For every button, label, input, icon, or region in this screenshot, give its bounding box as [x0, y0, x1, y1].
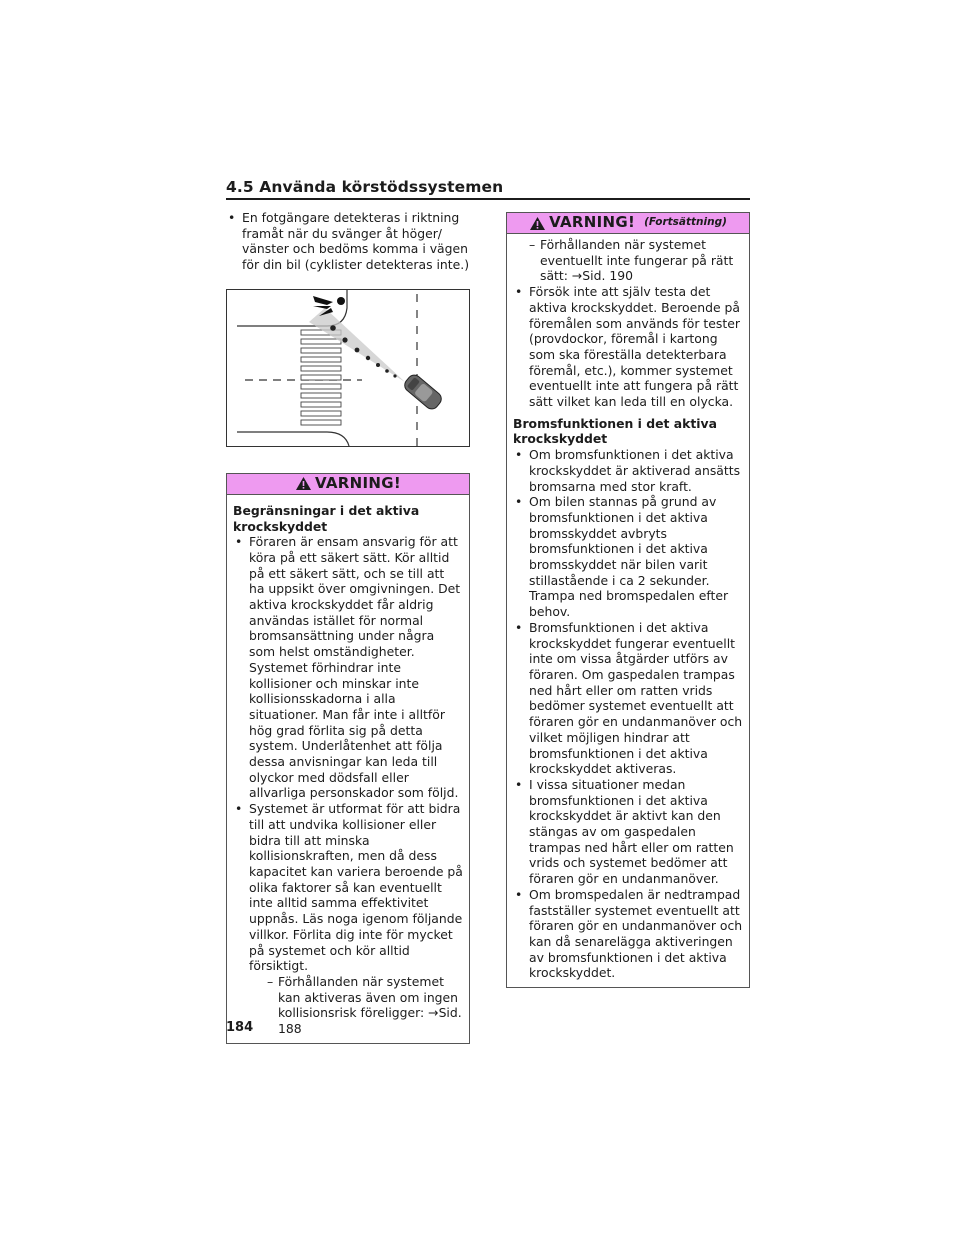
warning-bullet: • Om bilen stannas på grund av bromsfunktionen i det aktiva bromsskyddet avbryts bromsfunktionen i det aktiva bromsskyddet när bilen varit stillastående i ca 2 sekunder. Trampa ned bromspedalen efter behov. — [513, 494, 743, 620]
warning-header-right — [507, 213, 749, 234]
warning-box-right — [506, 212, 750, 988]
warning-dash-list-right — [513, 237, 743, 284]
warning-list-right — [513, 447, 743, 981]
section-header: 4.5 Använda körstödssystemen — [226, 178, 504, 196]
page-reference-link[interactable]: Sid. 190 — [582, 268, 633, 284]
warning-bullet-text: Systemet är utformat för att bidra till att undvika kollisioner eller bidra till att minska kollisionskraften, men då dess kapacitet kan variera beroende på olika faktorer så kan eventuellt inte alltid samma effektivitet uppnås. Läs noga igenom följande villkor. Förlita dig inte för mycket på systemet och kör alltid försiktigt. — [249, 801, 463, 974]
arrow-icon: → — [428, 1005, 439, 1021]
warning-subtitle-right: Bromsfunktionen i det aktiva krockskyddet — [513, 415, 717, 447]
page-reference-link[interactable]: Sid. 188 — [278, 1005, 462, 1037]
dash-text: Förhållanden när systemet kan aktiveras även om ingen kollisionsrisk föreligger: — [278, 973, 459, 1021]
warning-bullet: • I vissa situationer medan bromsfunktionen i det aktiva krockskyddet är aktivt kan den stängas av om gaspedalen trampas ned hårt eller om ratten vrids och systemet bedömer att föraren gör en undanmanöver. — [513, 777, 743, 887]
road-edge-bottom — [237, 432, 349, 446]
intro-list — [226, 210, 470, 273]
arrow-icon: → — [571, 268, 583, 284]
warning-box-left — [226, 473, 470, 1044]
warning-body-right — [507, 234, 749, 987]
warning-dash-list — [249, 974, 463, 1037]
warning-triangle-icon — [295, 476, 312, 491]
warning-dash-item — [529, 237, 743, 284]
warning-subtitle-left: Begränsningar i det aktiva krockskyddet — [233, 502, 420, 534]
warning-body-left — [227, 495, 469, 1043]
warning-bullet: • Föraren är ensam ansvarig för att köra på ett säkert sätt. Kör alltid på ett säkert sätt, och se till att ha uppsikt över omgivningen. Det aktiva krockskyddet får aldrig användas istället för normal bromsansättning under några som helst omständigheter. Systemet förhindrar inte kollisioner och minskar inte kollisionsskadorna i alla situationer. Man får inte i alltför hög grad förlita sig på detta system. Underlåtenhet att följa dessa anvisningar kan leda till olyckor med dödsfall eller allvarliga personskador som följd. — [233, 534, 463, 801]
warning-title-left: VARNING! — [315, 473, 401, 492]
header-rule — [226, 198, 750, 200]
pedestrian-figure — [313, 296, 345, 316]
warning-bullet: • Om bromspedalen är nedtrampad fastställer systemet eventuellt att föraren gör en undanmanöver och kan då senarelägga aktiveringen av bromsfunktionen i det aktiva krockskyddet. — [513, 887, 743, 981]
warning-bullet: • Om bromsfunktionen i det aktiva krockskyddet är aktiverad ansätts bromsarna med stor kraft. — [513, 447, 743, 494]
warning-triangle-icon — [529, 216, 546, 231]
car-icon — [402, 372, 444, 412]
pedestrian-detection-illustration — [226, 289, 470, 447]
warning-header-left — [227, 474, 469, 495]
illustration-svg — [227, 290, 469, 446]
crosswalk — [301, 330, 341, 425]
intro-bullet: • En fotgängare detekteras i riktning framåt när du svänger åt höger/ vänster och bedöms komma i vägen för din bil (cyklister detekteras inte.) — [226, 210, 470, 273]
warning-continued-label: (Fortsättning) — [644, 216, 727, 229]
warning-title-right: VARNING! — [549, 213, 636, 232]
warning-bullet — [233, 801, 463, 1037]
page-number: 184 — [226, 1020, 254, 1035]
warning-bullet: • Försök inte att själv testa det aktiva krockskyddet. Beroende på föremålen som används för tester (provdockor, föremål i kartong som ska föreställa detekterbara föremål, etc.), kommer systemet eventuellt inte att fungera på rätt sätt vilket kan leda till en olycka. — [513, 284, 743, 410]
warning-bullet: • Bromsfunktionen i det aktiva krockskyddet fungerar eventuellt inte om vissa åtgärder utförs av föraren. Om gaspedalen trampas ned hårt eller om ratten vrids bedömer systemet eventuellt att föraren gör en undanmanöver och vilket möjligen hindrar att bromsfunktionen i det aktiva krockskyddet aktiveras. — [513, 620, 743, 777]
warning-list-left — [233, 534, 463, 1037]
dash-text: Förhållanden när systemet eventuellt inte fungerar på rätt sätt: — [540, 237, 734, 284]
left-column — [226, 210, 470, 1044]
warning-test-list — [513, 284, 743, 410]
warning-dash-item — [267, 974, 463, 1037]
right-column — [506, 212, 750, 988]
